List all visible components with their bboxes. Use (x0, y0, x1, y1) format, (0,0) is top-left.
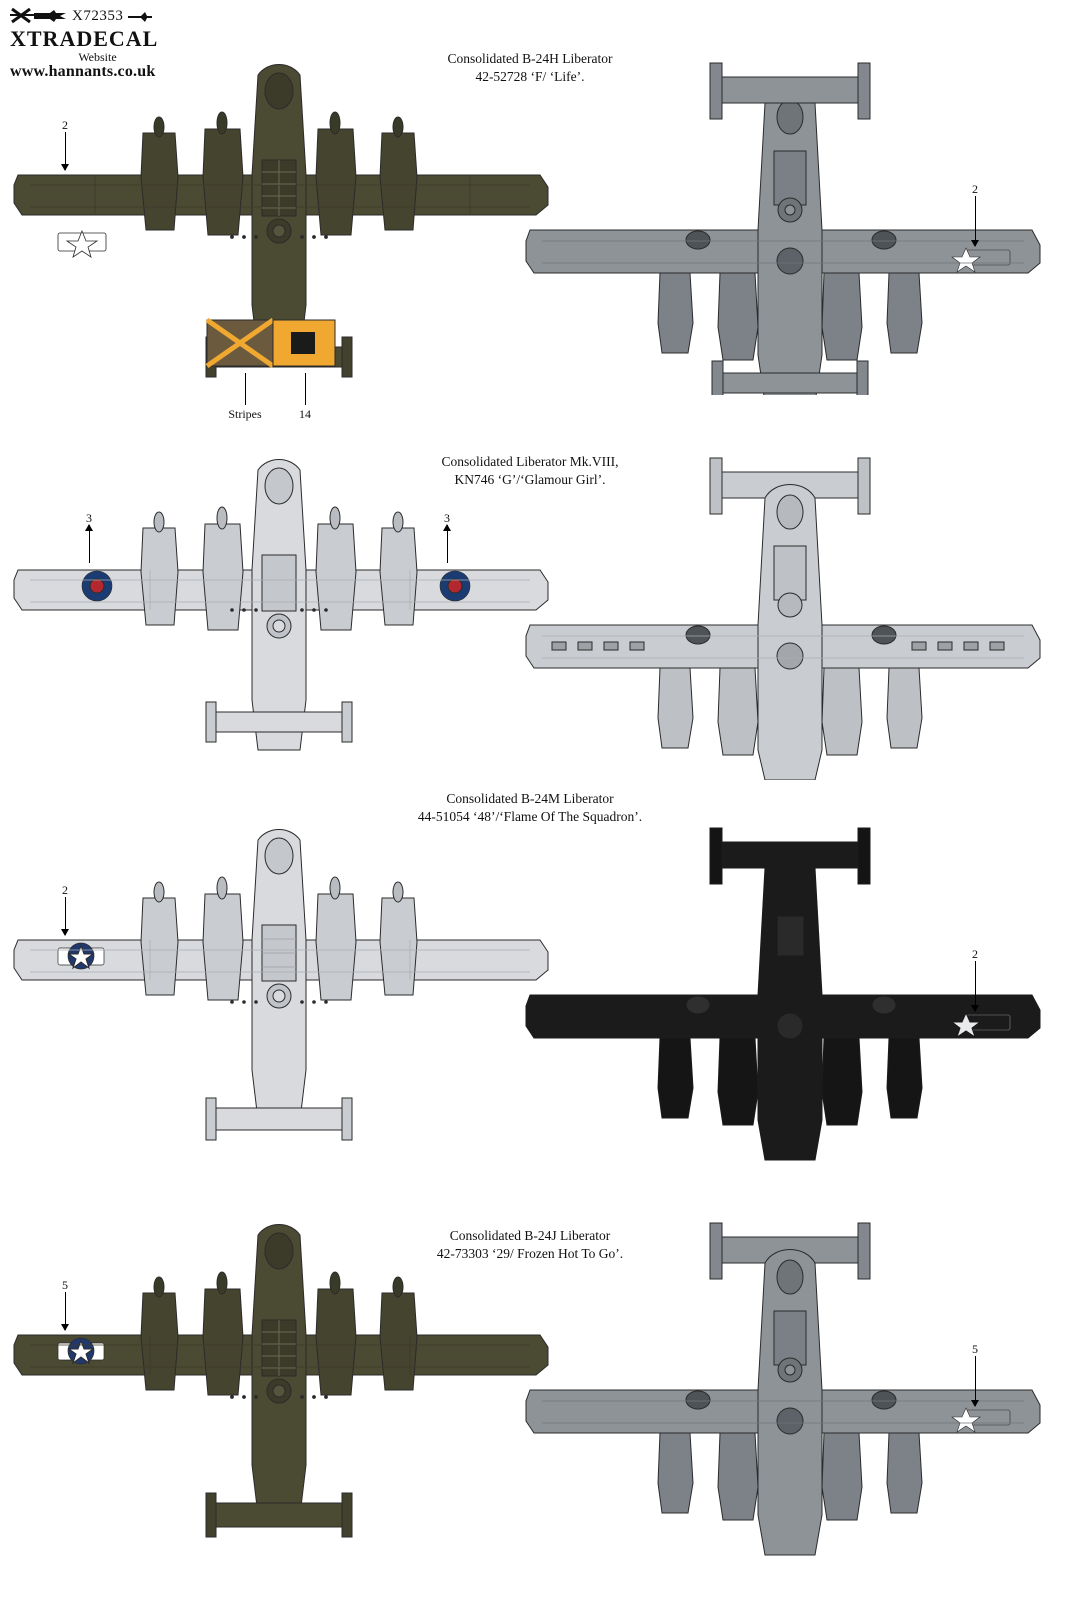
callout-3-right-2: 3 (444, 512, 450, 563)
profile-row-1 (0, 55, 978, 421)
caption-profile-2: Consolidated Liberator Mk.VIII, KN746 ‘G’/‘Glamour Girl’. (441, 454, 619, 488)
tail-stripe-detail-1 (205, 318, 355, 378)
aircraft-top-view-2 (0, 450, 560, 780)
aircraft-bottom-view-1 (512, 55, 1052, 395)
profile-row-2 (0, 450, 560, 780)
callout-2-left-3: 2 (62, 884, 68, 935)
aircraft-bottom-view-4 (512, 1215, 1052, 1565)
website-url: www.hannants.co.uk (10, 63, 156, 80)
aircraft-silhouette-icon (127, 6, 153, 24)
product-code: X72353 (72, 8, 124, 24)
callout-5-right-4: 5 (972, 1343, 978, 1406)
callout-2-right-1: 2 (972, 183, 978, 246)
aircraft-top-view-4 (0, 1215, 560, 1565)
aircraft-top-view-3 (0, 820, 560, 1170)
label-stripes: Stripes (228, 407, 262, 421)
brand-name: XTRADECAL (10, 26, 159, 51)
aircraft-bottom-view-3 (512, 820, 1052, 1170)
profile-row-3 (0, 820, 978, 1170)
caption-profile-3: Consolidated B-24M Liberator 44-51054 ‘48’/‘Flame Of The Squadron’. (417, 791, 643, 825)
leader-stripes (245, 373, 246, 405)
caption-profile-1: Consolidated B-24H Liberator 42-52728 ‘F/ ‘Life’. (447, 51, 613, 85)
callout-2-right-3: 2 (972, 948, 978, 1011)
profile-row-4 (0, 1215, 978, 1565)
leader-14 (305, 373, 306, 405)
callout-2-left-1: 2 (62, 119, 68, 170)
website-label: Website (78, 50, 117, 64)
label-14: 14 (299, 407, 311, 421)
caption-profile-4: Consolidated B-24J Liberator 42-73303 ‘29/ Frozen Hot To Go’. (436, 1228, 624, 1262)
callout-3-left-2: 3 (86, 512, 92, 563)
aircraft-bottom-view-2 (512, 450, 1052, 780)
callout-5-left-4: 5 (62, 1279, 68, 1330)
